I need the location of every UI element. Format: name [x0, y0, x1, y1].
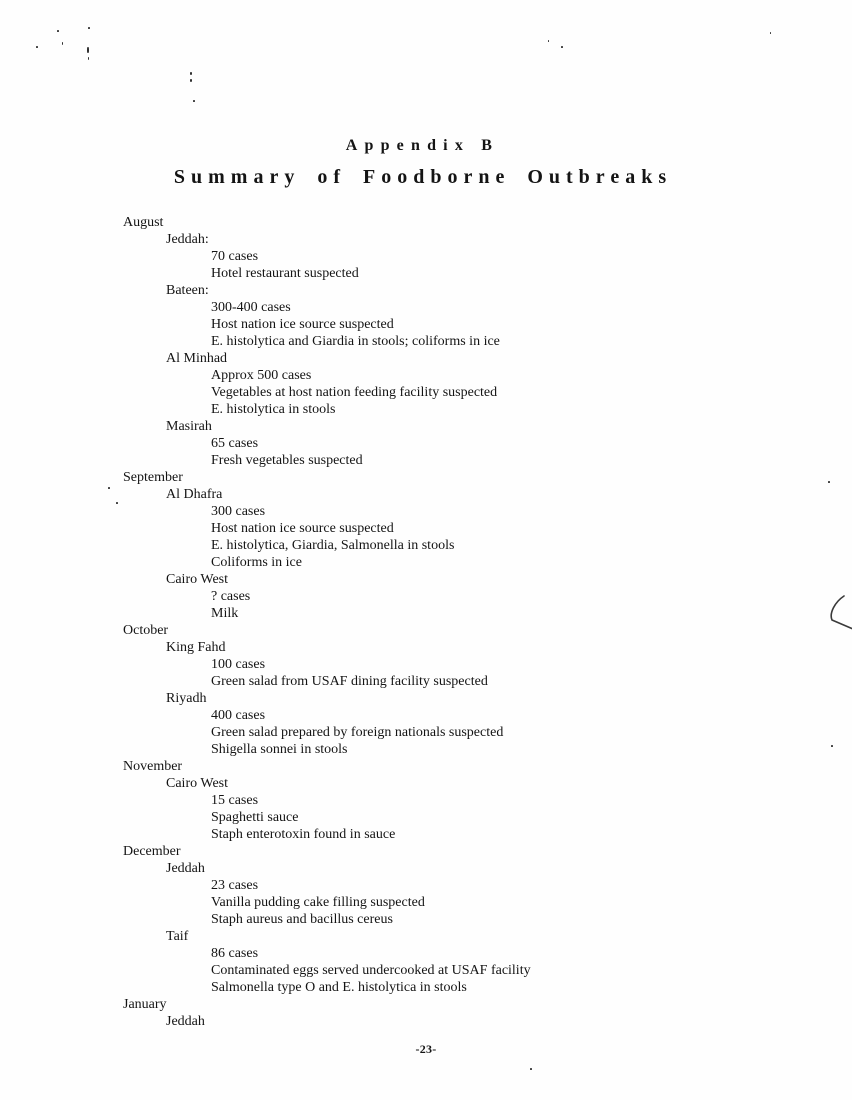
- detail-line: Green salad from USAF dining facility suspected: [211, 674, 488, 689]
- scan-speck: [831, 745, 833, 747]
- scan-speck: [57, 30, 59, 32]
- location-label: Cairo West: [166, 572, 228, 587]
- month-label: January: [123, 997, 167, 1012]
- scan-speck: [108, 487, 110, 489]
- detail-line: ? cases: [211, 589, 251, 604]
- detail-line: Staph enterotoxin found in sauce: [211, 827, 396, 842]
- scan-speck: [88, 57, 89, 60]
- scan-speck: [530, 1068, 532, 1070]
- location-label: Taif: [166, 929, 189, 944]
- detail-line: E. histolytica and Giardia in stools; coliforms in ice: [211, 334, 500, 349]
- outbreak-outline: [0, 214, 852, 1030]
- scan-speck: [62, 42, 63, 45]
- scan-speck: [190, 72, 192, 75]
- detail-line: Spaghetti sauce: [211, 810, 299, 825]
- location-label: Jeddah: [166, 1014, 205, 1029]
- location-label: Cairo West: [166, 776, 228, 791]
- scan-speck: [828, 481, 830, 483]
- detail-line: 300 cases: [211, 504, 266, 519]
- location-label: Al Minhad: [166, 351, 228, 366]
- location-label: Jeddah: [166, 861, 205, 876]
- detail-line: Milk: [211, 606, 239, 621]
- month-label: August: [123, 215, 164, 230]
- month-label: November: [123, 759, 183, 774]
- page-number: -23-: [415, 1042, 437, 1056]
- detail-line: 300-400 cases: [211, 300, 291, 315]
- scan-speck: [561, 46, 563, 48]
- detail-line: 65 cases: [211, 436, 259, 451]
- detail-line: E. histolytica, Giardia, Salmonella in stools: [211, 538, 455, 553]
- detail-line: E. histolytica in stools: [211, 402, 336, 417]
- scan-speck: [116, 502, 118, 504]
- detail-line: 15 cases: [211, 793, 259, 808]
- month-label: October: [123, 623, 169, 638]
- page-title: Summary of Foodborne Outbreaks: [173, 166, 673, 188]
- month-label: December: [123, 844, 181, 859]
- scan-speck: [88, 27, 90, 29]
- scan-speck: [193, 100, 195, 102]
- scan-speck: [190, 79, 192, 82]
- detail-line: Salmonella type O and E. histolytica in stools: [211, 980, 467, 995]
- detail-line: Staph aureus and bacillus cereus: [211, 912, 393, 927]
- detail-line: Contaminated eggs served undercooked at USAF facility: [211, 963, 531, 978]
- location-label: Bateen:: [166, 283, 209, 298]
- location-label: Jeddah:: [166, 232, 209, 247]
- location-label: Al Dhafra: [166, 487, 223, 502]
- detail-line: Hotel restaurant suspected: [211, 266, 359, 281]
- scan-speck: [36, 46, 38, 48]
- detail-line: Green salad prepared by foreign nationals suspected: [211, 725, 504, 740]
- detail-line: Shigella sonnei in stools: [211, 742, 348, 757]
- detail-line: Coliforms in ice: [211, 555, 302, 570]
- location-label: Riyadh: [166, 691, 207, 706]
- detail-line: 400 cases: [211, 708, 266, 723]
- detail-line: Fresh vegetables suspected: [211, 453, 363, 468]
- scan-speck: [87, 47, 89, 53]
- detail-line: Vegetables at host nation feeding facility suspected: [211, 385, 498, 400]
- scan-speck: [548, 40, 549, 42]
- appendix-heading: Appendix B: [345, 137, 500, 154]
- location-label: Masirah: [166, 419, 212, 434]
- location-label: King Fahd: [166, 640, 226, 655]
- handwritten-mark: [824, 589, 852, 635]
- month-label: September: [123, 470, 183, 485]
- detail-line: 86 cases: [211, 946, 259, 961]
- detail-line: Host nation ice source suspected: [211, 317, 394, 332]
- detail-line: 23 cases: [211, 878, 259, 893]
- detail-line: Vanilla pudding cake filling suspected: [211, 895, 425, 910]
- scan-speck: [770, 32, 771, 34]
- detail-line: 100 cases: [211, 657, 266, 672]
- detail-line: 70 cases: [211, 249, 259, 264]
- detail-line: Host nation ice source suspected: [211, 521, 394, 536]
- detail-line: Approx 500 cases: [211, 368, 312, 383]
